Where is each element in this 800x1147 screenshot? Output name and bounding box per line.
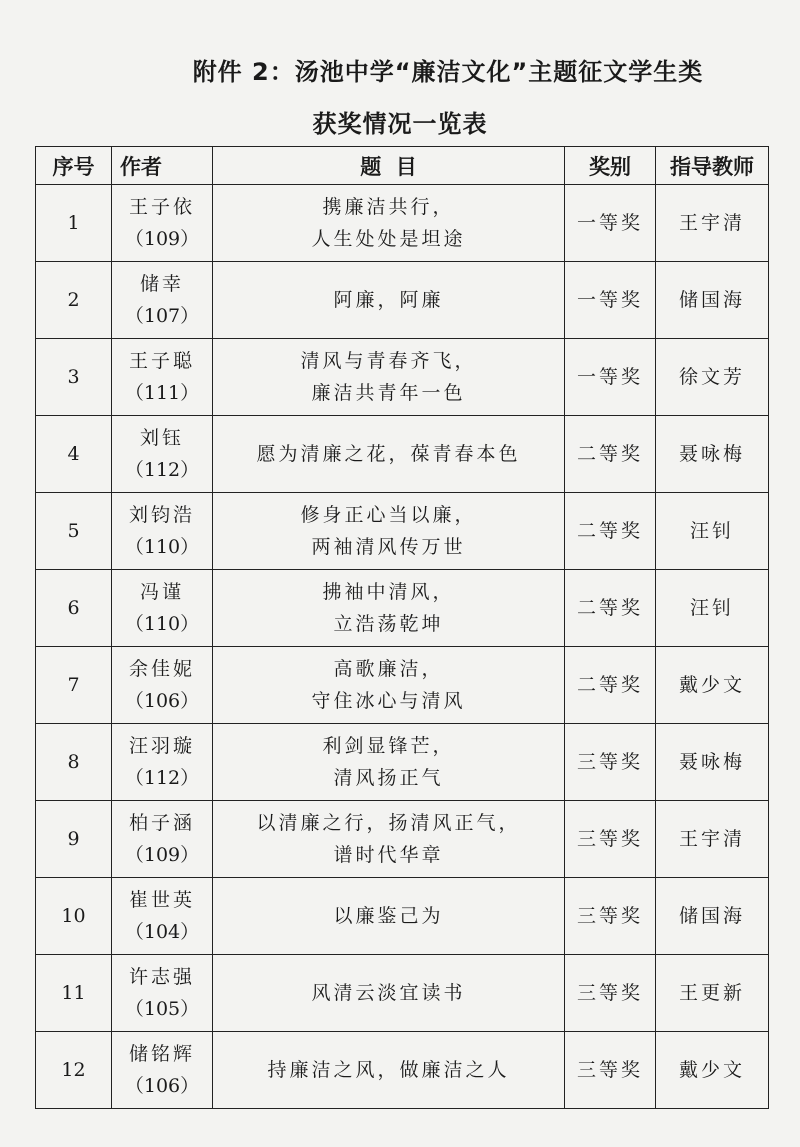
table-row — [36, 1032, 769, 1109]
advisor-teacher: 储国海 — [656, 878, 769, 955]
header-author: 作者 — [112, 147, 213, 185]
row-number: 6 — [36, 570, 112, 647]
row-number: 10 — [36, 878, 112, 955]
advisor-teacher: 王宇清 — [656, 801, 769, 878]
row-number: 7 — [36, 647, 112, 724]
row-number: 1 — [36, 185, 112, 262]
essay-title-line2: 清风扬正气 — [333, 767, 444, 789]
advisor-teacher: 王更新 — [656, 955, 769, 1032]
author-cell — [112, 262, 213, 339]
author-name: 储幸 — [139, 273, 184, 295]
essay-title-cell — [213, 724, 565, 801]
essay-title-cell — [213, 339, 565, 416]
author-cell — [112, 339, 213, 416]
award-level: 二等奖 — [565, 416, 656, 493]
essay-title-line1: 携廉洁共行， — [322, 196, 455, 218]
author-name: 余佳妮 — [128, 658, 195, 680]
author-class: （109） — [124, 228, 200, 250]
table-row — [36, 185, 769, 262]
essay-title-cell — [213, 647, 565, 724]
award-level: 三等奖 — [565, 955, 656, 1032]
table-row — [36, 801, 769, 878]
header-title: 题 目 — [213, 147, 565, 185]
author-class: （106） — [124, 1075, 200, 1097]
row-number: 3 — [36, 339, 112, 416]
row-number: 5 — [36, 493, 112, 570]
advisor-teacher: 聂咏梅 — [656, 724, 769, 801]
author-cell — [112, 570, 213, 647]
author-class: （109） — [124, 844, 200, 866]
essay-title-line1: 阿廉，阿廉 — [333, 289, 444, 311]
essay-title-line1: 拂袖中清风， — [322, 581, 455, 603]
essay-title-cell — [213, 878, 565, 955]
table-row — [36, 878, 769, 955]
author-class: （112） — [124, 767, 200, 789]
table-row — [36, 570, 769, 647]
author-cell — [112, 801, 213, 878]
author-name: 许志强 — [128, 966, 195, 988]
essay-title-line1: 清风与青春齐飞， — [300, 350, 477, 372]
award-level: 一等奖 — [565, 262, 656, 339]
advisor-teacher: 戴少文 — [656, 647, 769, 724]
author-class: （105） — [124, 998, 200, 1020]
essay-title-line1: 愿为清廉之花，葆青春本色 — [256, 443, 521, 465]
author-cell — [112, 493, 213, 570]
author-cell — [112, 416, 213, 493]
row-number: 2 — [36, 262, 112, 339]
essay-title-line2: 人生处处是坦途 — [311, 228, 466, 250]
essay-title-line1: 持廉洁之风，做廉洁之人 — [267, 1059, 510, 1081]
essay-title-line1: 利剑显锋芒， — [322, 735, 455, 757]
author-class: （110） — [124, 536, 200, 558]
award-level: 一等奖 — [565, 339, 656, 416]
table-header-row — [36, 147, 769, 185]
header-teacher: 指导教师 — [656, 147, 769, 185]
essay-title-line1: 以廉鉴己为 — [333, 905, 444, 927]
advisor-teacher: 戴少文 — [656, 1032, 769, 1109]
document-subtitle: 获奖情况一览表 — [312, 110, 488, 138]
advisor-teacher: 储国海 — [656, 262, 769, 339]
award-level: 三等奖 — [565, 1032, 656, 1109]
essay-title-cell — [213, 570, 565, 647]
table-row — [36, 416, 769, 493]
table-row — [36, 339, 769, 416]
essay-title-line1: 以清廉之行，扬清风正气， — [256, 812, 521, 834]
award-level: 三等奖 — [565, 724, 656, 801]
advisor-teacher: 王宇清 — [656, 185, 769, 262]
essay-title-cell — [213, 493, 565, 570]
advisor-teacher: 徐文芳 — [656, 339, 769, 416]
award-level: 三等奖 — [565, 801, 656, 878]
row-number: 11 — [36, 955, 112, 1032]
advisor-teacher: 汪钊 — [656, 570, 769, 647]
header-no: 序号 — [36, 147, 112, 185]
author-cell — [112, 1032, 213, 1109]
author-class: （106） — [124, 690, 200, 712]
author-name: 刘钰 — [139, 427, 184, 449]
author-name: 柏子涵 — [128, 812, 195, 834]
essay-title-cell — [213, 801, 565, 878]
author-cell — [112, 878, 213, 955]
author-class: （111） — [124, 382, 200, 404]
essay-title-cell — [213, 416, 565, 493]
author-class: （110） — [124, 613, 200, 635]
awards-table — [35, 146, 769, 1109]
essay-title-line2: 守住冰心与清风 — [311, 690, 466, 712]
author-name: 崔世英 — [128, 889, 195, 911]
essay-title-line1: 高歌廉洁， — [333, 658, 444, 680]
header-award: 奖别 — [565, 147, 656, 185]
author-name: 王子聪 — [128, 350, 195, 372]
essay-title-line1: 风清云淡宜读书 — [311, 982, 466, 1004]
author-name: 汪羽璇 — [128, 735, 195, 757]
award-level: 二等奖 — [565, 647, 656, 724]
row-number: 12 — [36, 1032, 112, 1109]
advisor-teacher: 汪钊 — [656, 493, 769, 570]
author-name: 冯谨 — [139, 581, 184, 603]
essay-title-line2: 廉洁共青年一色 — [311, 382, 466, 404]
award-level: 二等奖 — [565, 570, 656, 647]
author-name: 刘钧浩 — [128, 504, 195, 526]
author-cell — [112, 185, 213, 262]
row-number: 8 — [36, 724, 112, 801]
essay-title-cell — [213, 185, 565, 262]
author-cell — [112, 955, 213, 1032]
essay-title-line2: 两袖清风传万世 — [311, 536, 466, 558]
essay-title-cell — [213, 1032, 565, 1109]
row-number: 9 — [36, 801, 112, 878]
author-cell — [112, 647, 213, 724]
essay-title-cell — [213, 262, 565, 339]
table-row — [36, 647, 769, 724]
table-row — [36, 493, 769, 570]
author-class: （112） — [124, 459, 200, 481]
award-level: 二等奖 — [565, 493, 656, 570]
author-name: 王子依 — [128, 196, 195, 218]
author-cell — [112, 724, 213, 801]
essay-title-line1: 修身正心当以廉， — [300, 504, 477, 526]
award-level: 三等奖 — [565, 878, 656, 955]
table-row — [36, 955, 769, 1032]
award-level: 一等奖 — [565, 185, 656, 262]
table-row — [36, 262, 769, 339]
table-row — [36, 724, 769, 801]
row-number: 4 — [36, 416, 112, 493]
author-class: （107） — [124, 305, 200, 327]
document-title: 附件 2：汤池中学“廉洁文化”主题征文学生类 — [192, 58, 704, 86]
advisor-teacher: 聂咏梅 — [656, 416, 769, 493]
essay-title-cell — [213, 955, 565, 1032]
author-name: 储铭辉 — [128, 1043, 195, 1065]
essay-title-line2: 谱时代华章 — [333, 844, 444, 866]
essay-title-line2: 立浩荡乾坤 — [333, 613, 444, 635]
author-class: （104） — [124, 921, 200, 943]
